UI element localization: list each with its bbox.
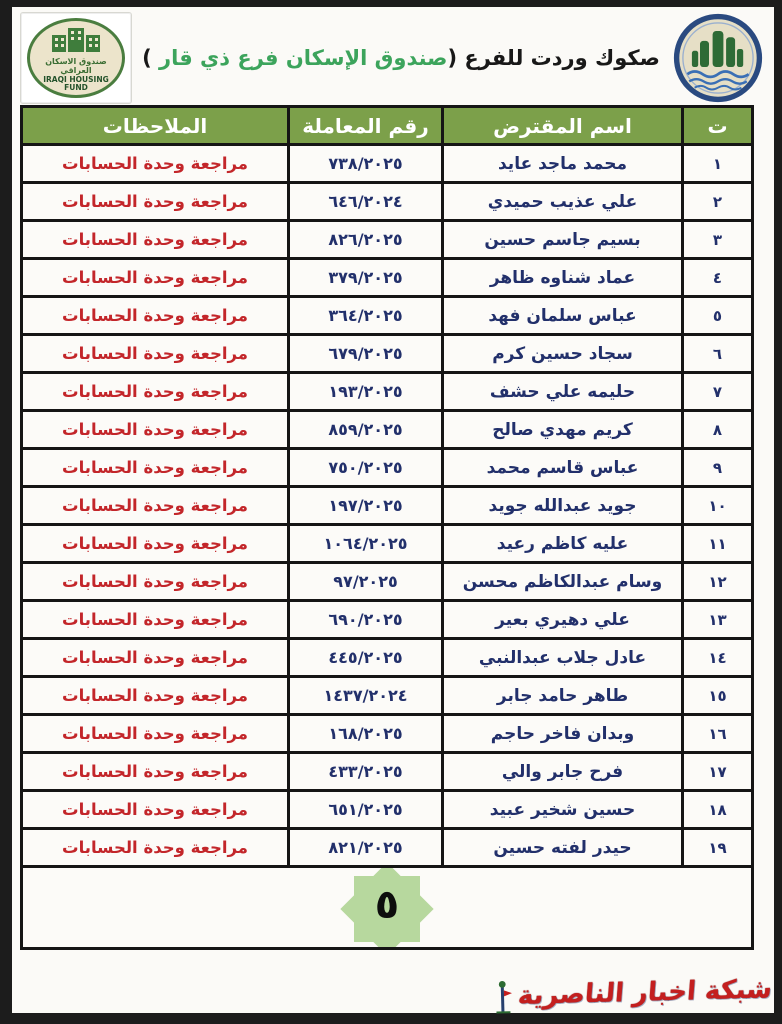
table-row — [22, 373, 753, 411]
borrower-name-cell: وسام عبدالكاظم محسن — [443, 563, 683, 601]
notes-cell: مراجعة وحدة الحسابات — [22, 639, 289, 677]
title-prefix: صكوك وردت للفرع ( — [447, 46, 660, 70]
borrower-name-cell: حيدر لفته حسين — [443, 829, 683, 867]
iraqi-housing-fund-logo — [20, 12, 132, 104]
serial-cell: ٩ — [683, 449, 753, 487]
table-row — [22, 411, 753, 449]
case-number-cell: ١٦٨/٢٠٢٥ — [289, 715, 443, 753]
case-number-cell: ٣٦٤/٢٠٢٥ — [289, 297, 443, 335]
housing-fund-english-name: IRAQI HOUSING FUND — [43, 74, 109, 92]
notes-cell: مراجعة وحدة الحسابات — [22, 753, 289, 791]
case-number-cell: ١٩٧/٢٠٢٥ — [289, 487, 443, 525]
case-number-cell: ١٤٣٧/٢٠٢٤ — [289, 677, 443, 715]
table-row — [22, 563, 753, 601]
document-header — [12, 7, 774, 103]
serial-cell: ٨ — [683, 411, 753, 449]
case-number-cell: ١٠٦٤/٢٠٢٥ — [289, 525, 443, 563]
notes-cell: مراجعة وحدة الحسابات — [22, 601, 289, 639]
page-title — [132, 46, 670, 70]
serial-cell: ١ — [683, 145, 753, 183]
notes-cell: مراجعة وحدة الحسابات — [22, 335, 289, 373]
notes-cell: مراجعة وحدة الحسابات — [22, 449, 289, 487]
table-row — [22, 297, 753, 335]
case-number-cell: ٤٤٥/٢٠٢٥ — [289, 639, 443, 677]
case-number-cell: ٦٤٦/٢٠٢٤ — [289, 183, 443, 221]
city-emblem-icon — [672, 13, 764, 103]
table-row — [22, 183, 753, 221]
cheques-table — [20, 105, 754, 950]
table-row — [22, 829, 753, 867]
page-number-star — [340, 867, 434, 949]
column-header-borrower: اسم المقترض — [443, 107, 683, 145]
serial-cell: ٢ — [683, 183, 753, 221]
table-row — [22, 791, 753, 829]
borrower-name-cell: محمد ماجد عايد — [443, 145, 683, 183]
borrower-name-cell: عباس قاسم محمد — [443, 449, 683, 487]
title-suffix: ) — [142, 46, 159, 70]
notes-cell: مراجعة وحدة الحسابات — [22, 145, 289, 183]
case-number-cell: ٦٩٠/٢٠٢٥ — [289, 601, 443, 639]
notes-cell: مراجعة وحدة الحسابات — [22, 563, 289, 601]
title-branch-name: صندوق الإسكان فرع ذي قار — [158, 46, 448, 70]
notes-cell: مراجعة وحدة الحسابات — [22, 791, 289, 829]
case-number-cell: ٩٧/٢٠٢٥ — [289, 563, 443, 601]
notes-cell: مراجعة وحدة الحسابات — [22, 487, 289, 525]
table-row — [22, 601, 753, 639]
borrower-name-cell: عماد شناوه ظاهر — [443, 259, 683, 297]
borrower-name-cell: جويد عبدالله جويد — [443, 487, 683, 525]
serial-cell: ١٣ — [683, 601, 753, 639]
table-row — [22, 715, 753, 753]
document-page — [12, 7, 774, 1013]
table-row — [22, 259, 753, 297]
notes-cell: مراجعة وحدة الحسابات — [22, 259, 289, 297]
borrower-name-cell: سجاد حسين كرم — [443, 335, 683, 373]
table-header — [22, 107, 753, 145]
serial-cell: ١٤ — [683, 639, 753, 677]
housing-building-icon — [48, 27, 104, 53]
case-number-cell: ٨٥٩/٢٠٢٥ — [289, 411, 443, 449]
notes-cell: مراجعة وحدة الحسابات — [22, 221, 289, 259]
borrower-name-cell: طاهر حامد جابر — [443, 677, 683, 715]
serial-cell: ١٥ — [683, 677, 753, 715]
case-number-cell: ٦٥١/٢٠٢٥ — [289, 791, 443, 829]
notes-cell: مراجعة وحدة الحسابات — [22, 411, 289, 449]
serial-cell: ٦ — [683, 335, 753, 373]
watermark-text: شبكة اخبار الناصرية — [516, 974, 774, 1012]
case-number-cell: ٧٣٨/٢٠٢٥ — [289, 145, 443, 183]
table-row — [22, 221, 753, 259]
serial-cell: ٧ — [683, 373, 753, 411]
housing-fund-oval — [27, 18, 125, 98]
serial-cell: ١٩ — [683, 829, 753, 867]
borrower-name-cell: عليه كاظم رعيد — [443, 525, 683, 563]
borrower-name-cell: عادل جلاب عبدالنبي — [443, 639, 683, 677]
table-row — [22, 753, 753, 791]
case-number-cell: ٣٧٩/٢٠٢٥ — [289, 259, 443, 297]
borrower-name-cell: علي دهيري بعير — [443, 601, 683, 639]
table-row — [22, 145, 753, 183]
case-number-cell: ٦٧٩/٢٠٢٥ — [289, 335, 443, 373]
table-row — [22, 639, 753, 677]
watermark — [492, 971, 773, 1014]
table-row — [22, 335, 753, 373]
serial-cell: ١٢ — [683, 563, 753, 601]
column-header-serial: ت — [683, 107, 753, 145]
serial-cell: ٣ — [683, 221, 753, 259]
case-number-cell: ٨٢٦/٢٠٢٥ — [289, 221, 443, 259]
table-body — [22, 145, 753, 867]
notes-cell: مراجعة وحدة الحسابات — [22, 373, 289, 411]
table-row — [22, 487, 753, 525]
serial-cell: ١٠ — [683, 487, 753, 525]
borrower-name-cell: فرح جابر والي — [443, 753, 683, 791]
table-row — [22, 449, 753, 487]
borrower-name-cell: وبدان فاخر حاجم — [443, 715, 683, 753]
serial-cell: ٤ — [683, 259, 753, 297]
housing-fund-arabic-name: صندوق الاسكان العراقي — [45, 57, 107, 75]
table-footer-row — [22, 867, 753, 949]
column-header-notes: الملاحظات — [22, 107, 289, 145]
case-number-cell: ١٩٣/٢٠٢٥ — [289, 373, 443, 411]
borrower-name-cell: حسين شخير عبيد — [443, 791, 683, 829]
table-row — [22, 525, 753, 563]
serial-cell: ١٦ — [683, 715, 753, 753]
borrower-name-cell: كريم مهدي صالح — [443, 411, 683, 449]
case-number-cell: ٨٢١/٢٠٢٥ — [289, 829, 443, 867]
table-row — [22, 677, 753, 715]
page-number: ٥ — [374, 882, 400, 929]
case-number-cell: ٧٥٠/٢٠٢٥ — [289, 449, 443, 487]
borrower-name-cell: بسيم جاسم حسين — [443, 221, 683, 259]
case-number-cell: ٤٣٣/٢٠٢٥ — [289, 753, 443, 791]
notes-cell: مراجعة وحدة الحسابات — [22, 297, 289, 335]
serial-cell: ١٧ — [683, 753, 753, 791]
notes-cell: مراجعة وحدة الحسابات — [22, 715, 289, 753]
borrower-name-cell: حليمه علي حشف — [443, 373, 683, 411]
notes-cell: مراجعة وحدة الحسابات — [22, 183, 289, 221]
notes-cell: مراجعة وحدة الحسابات — [22, 829, 289, 867]
column-header-case-no: رقم المعاملة — [289, 107, 443, 145]
borrower-name-cell: علي عذيب حميدي — [443, 183, 683, 221]
serial-cell: ٥ — [683, 297, 753, 335]
news-network-emblem-icon — [492, 978, 515, 1015]
serial-cell: ١٨ — [683, 791, 753, 829]
serial-cell: ١١ — [683, 525, 753, 563]
notes-cell: مراجعة وحدة الحسابات — [22, 677, 289, 715]
notes-cell: مراجعة وحدة الحسابات — [22, 525, 289, 563]
borrower-name-cell: عباس سلمان فهد — [443, 297, 683, 335]
dhi-qar-branch-emblem — [670, 13, 766, 103]
